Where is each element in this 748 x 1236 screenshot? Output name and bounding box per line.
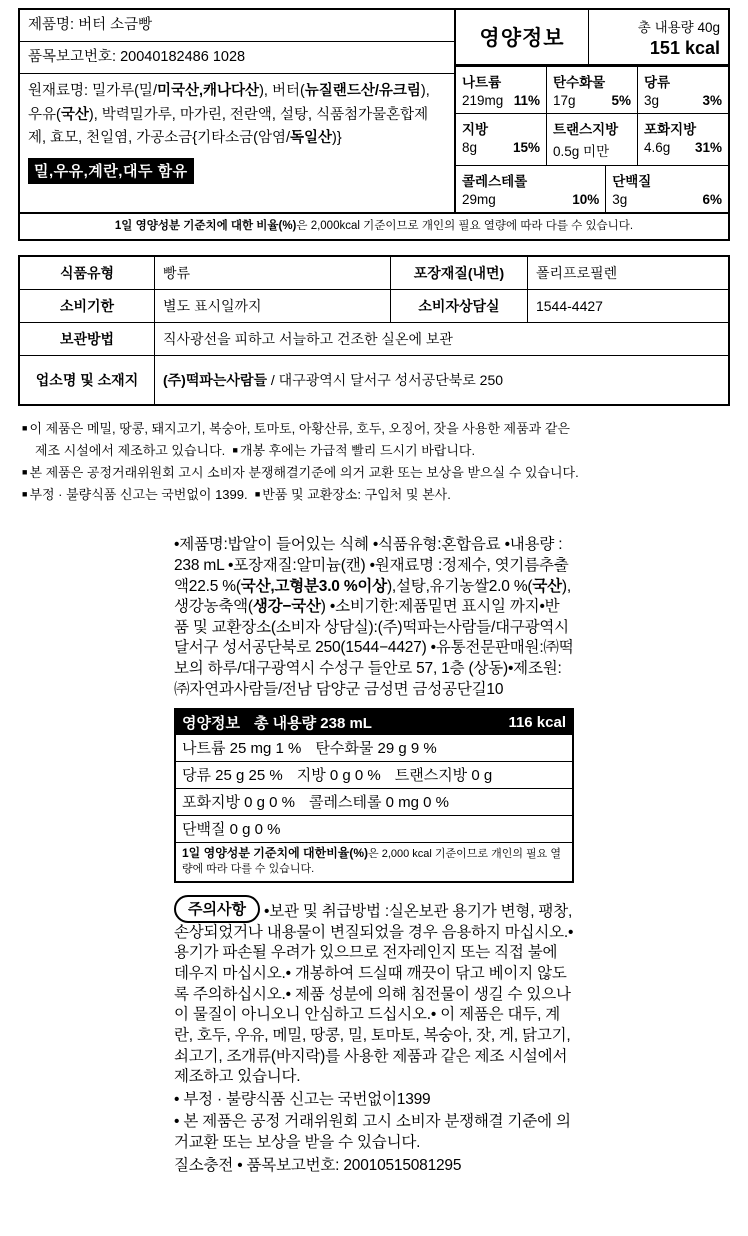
bev-seg: ),설탕,유기농쌀2.0 %(: [386, 577, 533, 595]
bread-nutrition-panel: [456, 10, 728, 212]
note-text: 본 제품은 공정거래위원회 고시 소비자 분쟁해결기준에 의거 교환 또는 보상을 받으실 수 있습니다.: [29, 465, 579, 481]
nutrient-sugars: 당류 25 g 25 %: [182, 767, 283, 785]
beverage-nutrition-panel: [174, 708, 574, 883]
nutrient-percent: 3%: [702, 93, 722, 108]
nutrient-carbohydrate: 탄수화물 29 g 9 %: [315, 740, 437, 758]
nutrient-percent: 31%: [694, 140, 722, 155]
nutrient-protein: 단백질 0 g 0 %: [182, 821, 281, 839]
nutrient-name: 탄수화물: [553, 75, 606, 90]
nutrient-value: 219mg: [462, 93, 504, 108]
table-row: [19, 356, 729, 406]
beverage-nutrition-title: 영양정보: [182, 715, 240, 733]
nutrition-header: [456, 10, 728, 67]
spec-value-consumer-center: 1544-4427: [527, 290, 729, 323]
label-page: [0, 8, 748, 1236]
ingredients-origin-2: 뉴질랜드산/유크림: [304, 83, 421, 100]
nutrient-sodium: 나트륨 25 mg 1 %: [182, 740, 302, 758]
nutrient-saturated-fat: [638, 114, 728, 165]
beverage-nutrition-row: [176, 762, 572, 789]
nutrient-trans-fat: 트랜스지방 0 g: [394, 767, 493, 785]
nutrition-row: [456, 114, 728, 166]
note-text: 부정 · 불량식품 신고는 국번없이 1399.: [29, 487, 248, 503]
nutrient-name: 콜레스테롤: [462, 174, 528, 189]
nutrient-sugars: [638, 67, 728, 113]
beverage-tail-line: 질소충전 • 품목보고번호: 20010515081295: [174, 1156, 462, 1174]
nutrient-name: 포화지방: [644, 122, 697, 137]
nutrition-footnote: [20, 214, 728, 239]
bread-product-label: [18, 8, 730, 214]
nutrient-name: 나트륨: [462, 75, 502, 90]
spec-header-expiry: 소비기한: [19, 290, 155, 323]
note-text: 제조 시설에서 제조하고 있습니다.: [35, 443, 226, 459]
nutrient-fat: [456, 114, 547, 165]
bullet-square-icon: ■: [22, 467, 28, 478]
beverage-nutrition-header: [176, 710, 572, 735]
nutrient-percent: 6%: [702, 192, 722, 207]
nutrient-cholesterol: 콜레스테롤 0 mg 0 %: [309, 794, 449, 812]
bullet-square-icon: ■: [232, 445, 238, 456]
ingredients-line3-post: )}: [332, 130, 342, 146]
nutrition-amount: [589, 10, 728, 64]
ingredients-prefix: 원재료명: 밀가루(밀/: [28, 83, 157, 100]
bullet-square-icon: ■: [22, 489, 28, 500]
bev-seg: :정제수, 엿기름추출액22.5 %(: [174, 556, 569, 595]
spec-table: [18, 255, 730, 406]
note-line: [22, 484, 726, 505]
note-line: [22, 418, 726, 439]
nutrient-name: 단백질: [612, 174, 652, 189]
ingredients-block: [20, 74, 454, 154]
spec-value-expiry: 별도 표시일까지: [155, 290, 391, 323]
report-number-row: 품목보고번호: 20040182486 1028: [20, 42, 454, 74]
nutrition-row: [456, 67, 728, 114]
bullet-square-icon: ■: [254, 489, 261, 500]
nutrient-value: 8g: [462, 140, 478, 155]
nutrient-percent: 10%: [572, 192, 600, 207]
nutrient-protein: [606, 166, 728, 212]
nutrient-value: 3g: [644, 93, 660, 108]
nutrient-name: 지방: [462, 122, 489, 137]
ingredients-origin-4: 독일산: [290, 130, 333, 146]
spec-value-manufacturer: [155, 356, 730, 406]
ingredients-line2-pre: 우유(: [28, 106, 61, 123]
allergen-badge: 밀,우유,계란,대두 함유: [28, 158, 194, 184]
beverage-footnote-rest: 은 2,000 kcal 기준이므로 개인의 필요 열량에 따라 다를 수 있습니다.: [182, 848, 561, 875]
beverage-footnote-bold: 1일 영양성분 기준치에 대한비율(%): [182, 846, 369, 861]
beverage-label: [0, 535, 748, 1190]
spec-header-storage: 보관방법: [19, 323, 155, 356]
note-line: [22, 462, 726, 483]
nutrition-footnote-bar: [18, 214, 730, 241]
note-line: [22, 440, 726, 461]
spec-header-food-type: 식품유형: [19, 256, 155, 290]
beverage-total-amount: 총 내용량 238 mL: [253, 715, 372, 733]
nutrition-total-amount: 총 내용량 40g: [637, 19, 720, 35]
bev-seg-bold: 국산,고형분3.0 %이상: [240, 577, 387, 595]
table-row: [19, 290, 729, 323]
caution-text: •보관 및 취급방법 :실온보관 용기가 변형, 팽창, 손상되었거나 내용물이 변질되었을 경우 음용하지 마십시오.•용기가 파손될 우려가 있으므로 전자레인지 또는 직접 불에 데우지 마십시오.• 개봉하여 드실때 깨끗이 닦고 베이지 않도록 주의하십시오.• 제품 성분에 의해 침전물이 생길 수 있으나 이 물질이 아니오니 안심하고 드십시오.• 이 제품은 대두, 계란, 호두, 우유, 메밀, 땅콩, 밀, 토마토, 복숭아, 잣, 게, 닭고기, 쇠고기, 조개류(바지락)를 사용한 제품과 같은 제조 시설에서 제조하고 있습니다.: [174, 902, 574, 1086]
spec-header-consumer-center: 소비자상담실: [390, 290, 527, 323]
bev-seg: ),생강농축액(: [174, 577, 571, 616]
ingredients-origin-1: 미국산,캐나다산: [156, 83, 260, 100]
note-text: 반품 및 교환장소: 구입처 및 본사.: [262, 487, 451, 503]
nutrient-saturated-fat: 포화지방 0 g 0 %: [182, 794, 295, 812]
spec-value-storage: 직사광선을 피하고 서늘하고 건조한 실온에 보관: [155, 323, 730, 356]
beverage-nutrition-footnote: [176, 843, 572, 881]
nutrient-percent: 15%: [512, 140, 540, 155]
bev-seg: ) •소비기한:제품밑면 표시일 까지•반품 및 교환장소(소비자 상담실):(주)떡파는사람들/대구광역시 달서구 성서공단북로 250(1544−4427) •유통전문판매원:㈜떡보의 하루/대구광역시 수성구 들안로 57, 1층 (상동)•제조원:㈜자연과사람들/전남 담양군 금성면 금성공단길10: [174, 598, 574, 698]
beverage-tail-line: • 본 제품은 공정 거래위원회 고시 소비자 분쟁해결 기준에 의거교환 또는 보상을 받을 수 있습니다.: [174, 1113, 571, 1151]
beverage-nutrition-row: [176, 735, 572, 762]
note-text: 개봉 후에는 가급적 빨리 드시기 바랍니다.: [239, 443, 476, 459]
nutrient-cholesterol: [456, 166, 606, 212]
caution-badge: 주의사항: [174, 895, 260, 923]
bev-seg: •제품명:밥알이 들어있는 식혜 •식품유형:혼합음료: [174, 536, 501, 554]
nutrient-name: 당류: [644, 75, 671, 90]
nutrient-name: 트랜스지방: [553, 122, 619, 137]
manufacturer-address: / 대구광역시 달서구 성서공단북로 250: [267, 372, 504, 389]
note-text: 이 제품은 메밀, 땅콩, 돼지고기, 복숭아, 토마토, 아황산류, 호두, 오징어, 잣을 사용한 제품과 같은: [29, 421, 570, 437]
ingredients-line2-post: ), 박력밀가루, 마가린, 전란액, 설탕, 식품첨가물혼합제제,: [28, 106, 429, 146]
manufacturer-name: (주)떡파는사람들: [163, 372, 267, 389]
nutrition-title: 영양정보: [456, 10, 589, 64]
nutrient-percent: 5%: [611, 93, 631, 108]
spec-value-packaging: 폴리프로필렌: [527, 256, 729, 290]
nutrient-value: 0.5g 미만: [553, 144, 610, 159]
spec-header-packaging: 포장재질(내면): [390, 256, 527, 290]
spec-header-manufacturer: 업소명 및 소재지: [19, 356, 155, 406]
product-name-row: 제품명: 버터 소금빵: [20, 10, 454, 42]
beverage-tail-line: • 부정 · 불량식품 신고는 국번없이1399: [174, 1090, 431, 1108]
caution-block: [174, 895, 574, 1088]
table-row: [19, 323, 729, 356]
nutrient-carbohydrate: [547, 67, 638, 113]
bullet-square-icon: ■: [22, 423, 28, 434]
nutrient-value: 4.6g: [644, 140, 671, 155]
nutrient-trans-fat: [547, 114, 638, 165]
beverage-inner: [174, 535, 574, 1176]
nutrition-kcal: 151 kcal: [649, 37, 720, 58]
nutrition-footnote-bold: 1일 영양성분 기준치에 대한 비율(%): [114, 220, 297, 232]
nutrient-value: 3g: [612, 192, 628, 207]
nutrition-footnote-rest: 은 2,000kcal 기준이므로 개인의 필요 열량에 따라 다를 수 있습니다.: [296, 220, 634, 232]
ingredients-line3: 효모, 천일염, 가공소금{기타소금(암염/: [50, 130, 290, 146]
beverage-kcal: 116 kcal: [508, 714, 566, 732]
nutrient-value: 29mg: [462, 192, 496, 207]
nutrient-sodium: [456, 67, 547, 113]
notes-block: [22, 418, 726, 505]
nutrient-fat: 지방 0 g 0 %: [296, 767, 381, 785]
beverage-nutrition-row: [176, 816, 572, 843]
ingredients-origin-3: 국산: [60, 106, 89, 123]
beverage-nutrition-row: [176, 789, 572, 816]
bev-seg-bold: 생강−국산: [252, 598, 321, 616]
bev-seg-bold: 국산: [532, 577, 562, 595]
ingredients-mid-1: ), 버터(: [259, 83, 305, 100]
bev-seg: •내용량 : 238 mL •포장재질:알미늄(캔) •원재료명: [174, 536, 563, 574]
bread-label-left: [20, 10, 456, 212]
nutrient-value: 17g: [553, 93, 576, 108]
beverage-description: [174, 535, 574, 700]
ingredients-mid-2: ),: [420, 83, 430, 100]
spec-value-food-type: 빵류: [155, 256, 391, 290]
nutrient-percent: 11%: [513, 93, 540, 108]
table-row: [19, 256, 729, 290]
nutrition-row: [456, 166, 728, 212]
